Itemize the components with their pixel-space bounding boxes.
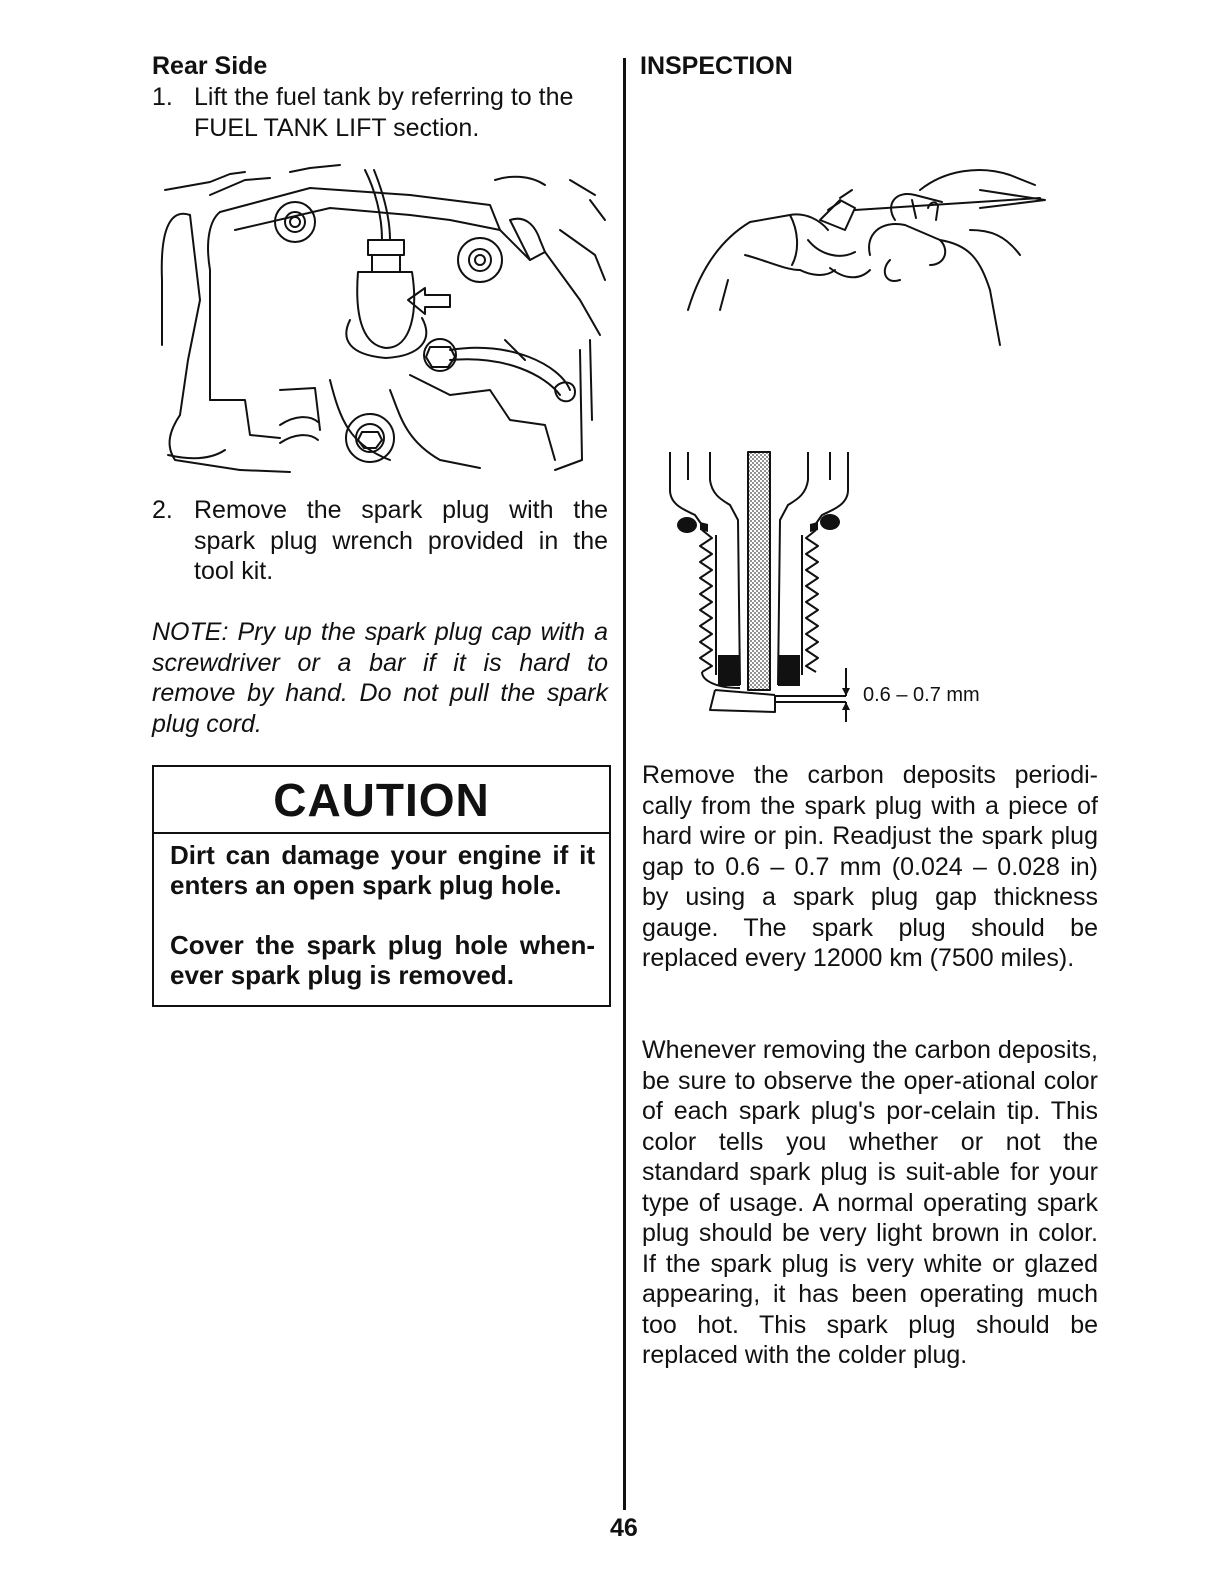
- plug-gap-label: 0.6 – 0.7 mm: [863, 684, 980, 706]
- engine-spark-plug-illustration: [150, 160, 610, 480]
- step-1: [152, 82, 608, 143]
- caution-paragraph: Dirt can damage your engine if it enters an open spark plug hole.: [170, 840, 595, 900]
- inspection-paragraph-2: Whenever removing the carbon deposits, be sure to observe the oper-ational color of each spark plug's por-celain tip. This color tells you whether or not the standard spark plug is suit-able for your type of usage. A normal operating spark plug should be very light brown in color. If the spark plug is very white or glazed appearing, it has been operating much too hot. This spark plug should be replaced with the colder plug.: [642, 1036, 1098, 1369]
- step-2: [152, 495, 608, 587]
- caution-box: [152, 765, 611, 1007]
- note-text: NOTE: Pry up the spark plug cap with a screwdriver or a bar if it is hard to remove by hand. Do not pull the spark plug cord.: [152, 618, 608, 738]
- page-number: 46: [610, 1514, 638, 1542]
- column-divider: [623, 58, 626, 1510]
- step-text: Lift the fuel tank by referring to the FUEL TANK LIFT section.: [194, 83, 574, 142]
- caution-paragraph: Cover the spark plug hole when-ever spark plug is removed.: [170, 930, 595, 990]
- hands-cleaning-spark-plug-illustration: [680, 160, 1060, 350]
- section-heading-inspection: INSPECTION: [640, 52, 793, 80]
- inspection-paragraph-1: Remove the carbon deposits periodi-cally from the spark plug with a piece of hard wire or pin. Readjust the spark plug gap to 0.6 – 0.7 mm (0.024 – 0.028 in) by using a spark plug gap thickness gauge. The spark plug should be replaced every 12000 km (7500 miles).: [642, 761, 1098, 972]
- spark-plug-cross-section-diagram: [660, 450, 860, 730]
- step-text: Remove the spark plug with the spark plug wrench provided in the tool kit.: [194, 496, 608, 585]
- caution-title: CAUTION: [154, 767, 609, 834]
- section-heading-rear-side: Rear Side: [152, 52, 268, 80]
- step-number: 1.: [152, 83, 173, 111]
- step-number: 2.: [152, 496, 173, 524]
